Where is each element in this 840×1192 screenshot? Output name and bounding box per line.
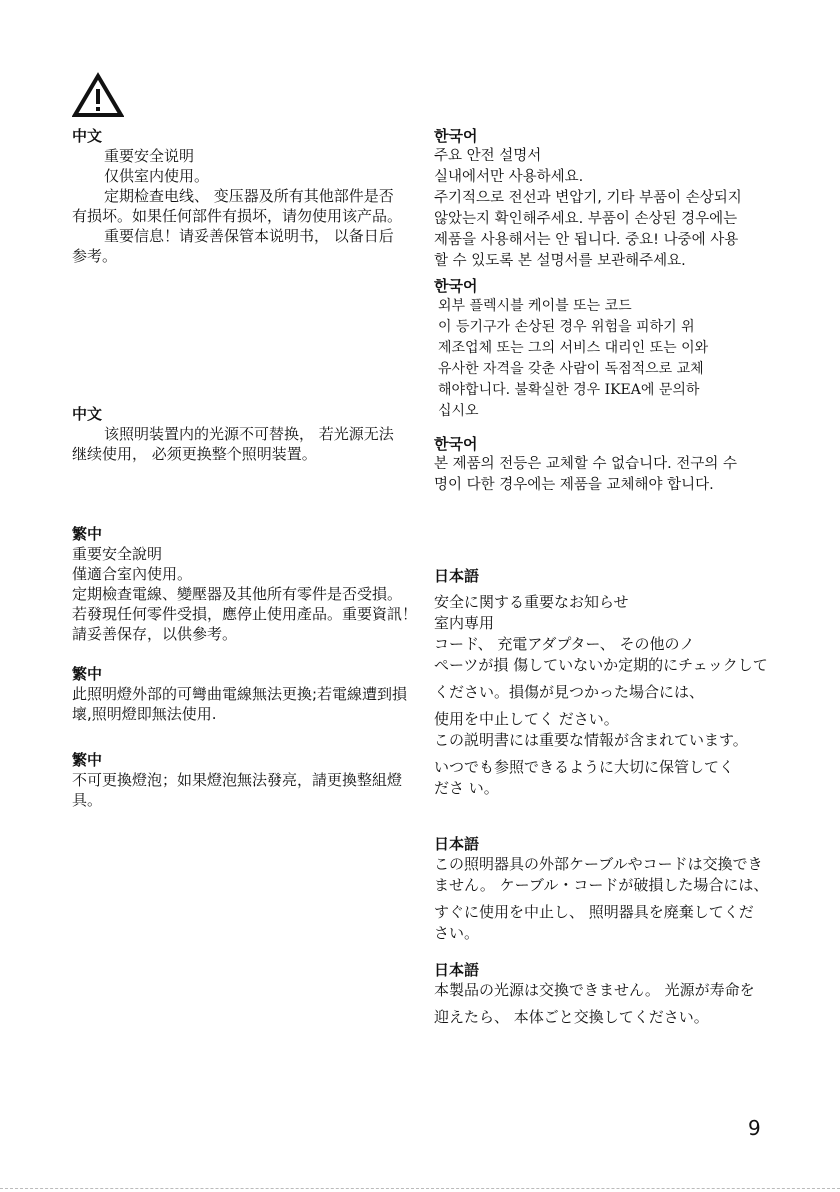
jp-cord-section: [434, 834, 774, 944]
text-line: 重要安全說明: [72, 545, 163, 563]
text-line: 십시오: [438, 403, 479, 419]
text-line: 실내에서만 사용하세요.: [434, 169, 584, 185]
text-line: 定期檢查電線、變壓器及其他所有零件是否受損。: [72, 585, 403, 603]
text-line: コード、 充電アダプター、 その他のノ: [434, 635, 695, 653]
section-title: 日本語: [434, 567, 480, 585]
text-line: 安全に関する重要なお知らせ: [434, 593, 629, 611]
text-line: 주요 안전 설명서: [434, 148, 542, 164]
text-line: 该照明装置内的光源不可替换， 若光源无法: [104, 425, 394, 443]
text-line: ください。損傷が見つかった場合には、: [434, 683, 705, 701]
section-title: 한국어: [434, 127, 478, 145]
text-line: 명이 다한 경우에는 제품을 교체해야 합니다.: [434, 477, 714, 493]
text-line: 不可更換燈泡；如果燈泡無法發亮，請更換整組燈: [72, 771, 403, 789]
ko-light-section: [434, 434, 774, 496]
text-line: 定期检查电线、 变压器及所有其他部件是否: [104, 187, 394, 205]
text-line: 使用を中止してく ださい。: [434, 710, 619, 728]
tw-bulb-section: [72, 750, 408, 810]
text-line: この照明器具の外部ケーブルやコードは交換でき: [434, 855, 763, 873]
section-title: 한국어: [434, 277, 478, 295]
section-title: 繁中: [72, 525, 103, 543]
zh-safety-section: [72, 126, 408, 266]
section-title: 繁中: [72, 665, 103, 683]
text-line: 仅供室内使用。: [104, 167, 210, 185]
text-line: さい。: [434, 924, 480, 942]
text-line: 室内専用: [434, 614, 495, 632]
text-line: 壞,照明燈即無法使用.: [72, 705, 217, 723]
text-line: 이 등기구가 손상된 경우 위험을 피하기 위: [438, 319, 695, 335]
zh-light-section: [72, 404, 408, 464]
text-line: 此照明燈外部的可彎曲電線無法更換;若電線遭到損: [72, 685, 408, 703]
section-title: 中文: [72, 405, 103, 423]
text-line: 제품을 사용해서는 안 됩니다. 중요! 나중에 사용: [434, 232, 739, 248]
ko-cord-section: [434, 276, 774, 422]
text-line: 迎えたら、 本体ごと交換してください。: [434, 1008, 709, 1026]
text-line: 若發現任何零件受損，應停止使用產品。重要資訊！: [72, 605, 418, 623]
text-line: 않았는지 확인해주세요. 부품이 손상된 경우에는: [434, 211, 738, 227]
text-line: ぺーツが損 傷していないか定期的にチェックして: [434, 656, 768, 674]
jp-light-section: [434, 960, 774, 1028]
tw-cord-section: [72, 664, 408, 724]
text-line: 제조업체 또는 그의 서비스 대리인 또는 이와: [438, 340, 709, 356]
section-title: 繁中: [72, 751, 103, 769]
text-line: 本製品の光源は交換できません。 光源が寿命を: [434, 981, 755, 999]
text-line: 유사한 자격을 갖춘 사람이 독점적으로 교체: [438, 361, 704, 377]
section-title: 日本語: [434, 961, 480, 979]
text-line: 继续使用， 必须更换整个照明装置。: [72, 445, 317, 463]
text-line: 重要安全说明: [104, 147, 195, 165]
text-line: 주기적으로 전선과 변압기, 기타 부품이 손상되지: [434, 190, 742, 206]
text-line: 具。: [72, 791, 103, 809]
text-line: すぐに使用を中止し、 照明器具を廃棄してくだ: [434, 903, 754, 921]
page-number: 9: [748, 1116, 761, 1140]
text-line: ません。 ケーブル・コードが破損した場合には、: [434, 876, 769, 894]
text-line: 有损坏。如果任何部件有损坏，请勿使用该产品。: [72, 207, 403, 225]
text-line: 할 수 있도록 본 설명서를 보관해주세요.: [434, 253, 686, 269]
text-line: 重要信息！请妥善保管本说明书， 以备日后: [104, 227, 394, 245]
text-line: 해야합니다. 불확실한 경우 IKEA에 문의하: [438, 382, 700, 398]
text-line: 본 제품의 전등은 교체할 수 없습니다. 전구의 수: [434, 456, 738, 472]
tw-safety-section: [72, 524, 418, 644]
text-line: 請妥善保存，以供參考。: [72, 625, 238, 643]
text-line: 외부 플렉시블 케이블 또는 코드: [438, 298, 632, 314]
ko-safety-section: [434, 126, 774, 272]
text-line: ださ い。: [434, 779, 499, 797]
section-title: 한국어: [434, 435, 478, 453]
page-bottom-edge: [0, 1188, 840, 1189]
jp-safety-section: [434, 566, 774, 799]
text-line: いつでも参照できるように大切に保管してく: [434, 758, 735, 776]
warning-triangle-icon: [72, 72, 124, 118]
section-title: 日本語: [434, 835, 480, 853]
text-line: この説明書には重要な情報が含まれています。: [434, 731, 748, 749]
section-title: 中文: [72, 127, 103, 145]
text-line: 参考。: [72, 247, 118, 265]
text-line: 僅適合室內使用。: [72, 565, 193, 583]
